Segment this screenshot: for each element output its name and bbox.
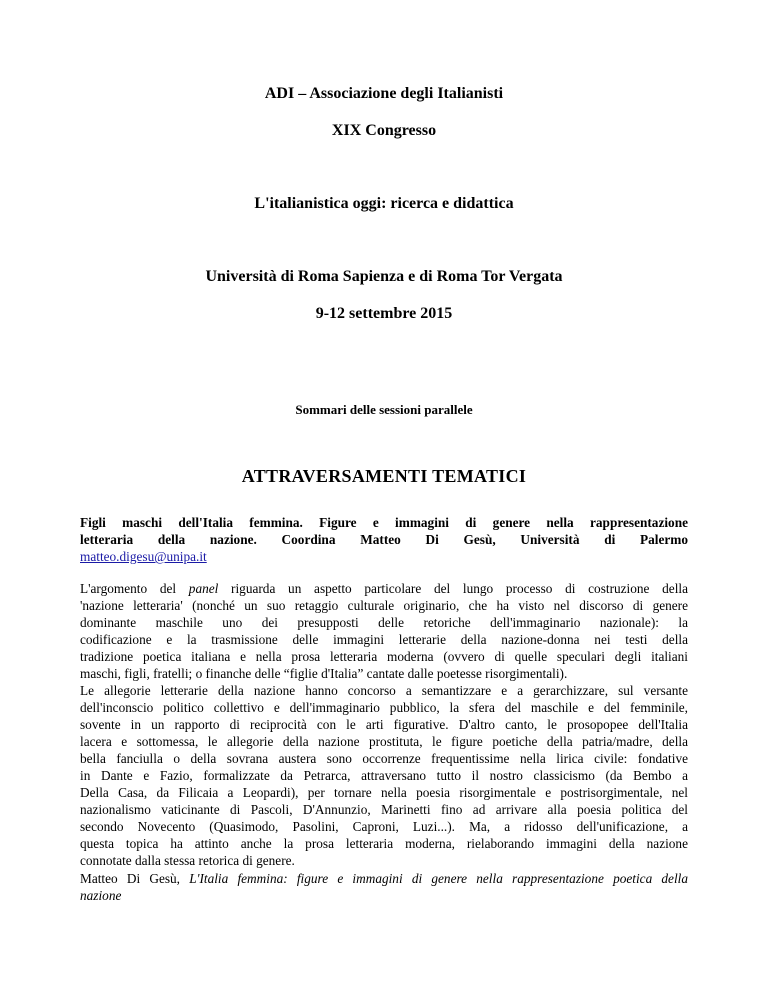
venue: Università di Roma Sapienza e di Roma Tor Vergata <box>205 268 563 285</box>
paper-title: L'Italia femmina: figure e immagini di genere nella rappresentazione poetica della <box>189 871 688 886</box>
text-line: lacera e sottomessa, le allegorie della nazione prostituta, le figure poetiche della patria/madre, della <box>80 734 688 749</box>
email-link[interactable]: matteo.digesu@unipa.it <box>80 549 207 564</box>
congress-title: XIX Congresso <box>331 122 437 139</box>
text-line: secondo Novecento (Quasimodo, Pasolini, Caproni, Luzi...). Ma, a ridosso dell'unificazione, a <box>80 819 688 834</box>
text-line <box>80 580 688 597</box>
text-line: in Dante e Fazio, formalizzate da Petrarca, attraversano tutto il nostro classicismo (da Bembo a <box>80 768 688 783</box>
paragraph-intro <box>80 580 688 682</box>
panel-title-line: letteraria della nazione. Coordina Matteo Di Gesù, Università di Palermo <box>80 532 688 547</box>
text-line: Le allegorie letterarie della nazione hanno concorso a semantizzare e a gerarchizzare, sul versante <box>80 683 688 698</box>
text-line: questa topica ha attinto anche la prosa letteraria moderna, rielaborando immagini della nazione <box>80 836 688 851</box>
paper-entry <box>80 870 688 904</box>
section-heading: ATTRAVERSAMENTI TEMATICI <box>241 466 527 486</box>
text-line: maschi, figli, fratelli; o finanche delle “figlie d'Italia” cantate dalle poetesse risorgimentali). <box>80 666 568 681</box>
text-line: sovente in un rapporto di reciprocità con le arti figurative. D'altro canto, le prosopopee dell'Italia <box>80 717 688 732</box>
text-line <box>80 870 688 887</box>
panel-title-line: Figli maschi dell'Italia femmina. Figure e immagini di genere nella rappresentazione <box>80 515 688 530</box>
text-line <box>80 887 688 904</box>
dates: 9-12 settembre 2015 <box>315 305 453 322</box>
text-line: connotate dalla stessa retorica di genere. <box>80 853 295 868</box>
text-line: nazionalismo vaticinante di Pascoli, D'Annunzio, Marinetti fino ad arrivare alla poesia politica del <box>80 802 688 817</box>
text-line: Della Casa, da Filicaia a Leopardi), per tornare nella poesia risorgimentale e postrisorgimentale, nel <box>80 785 688 800</box>
congress-theme: L'italianistica oggi: ricerca e didattica <box>254 195 514 212</box>
paper-author: Matteo Di Gesù, <box>80 871 190 886</box>
text-line: bella fanciulla o della sovrana austera sono occorrenze frequentissime nella lirica civile: fondative <box>80 751 688 766</box>
association-title: ADI – Associazione degli Italianisti <box>264 85 504 102</box>
text-line: codificazione e la trasmissione delle immagini letterarie della nazione-donna nei testi della <box>80 632 688 647</box>
text-fragment: L'argomento del <box>80 581 189 596</box>
text-line: 'nazione letteraria' (nonché un suo retaggio culturale originario, che ha visto nel discorso di genere <box>80 598 688 613</box>
paper-title: nazione <box>80 888 122 903</box>
text-fragment: riguarda un aspetto particolare del lungo processo di costruzione della <box>218 581 688 596</box>
italic-term: panel <box>188 581 219 596</box>
text-line: dell'inconscio politico collettivo e dell'immaginario pubblico, la sfera del maschile e del femminile, <box>80 700 688 715</box>
text-line: dominante maschile uno dei presupposti delle retoriche dell'immaginario nazionale): la <box>80 615 688 630</box>
subtitle: Sommari delle sessioni parallele <box>295 402 473 417</box>
paragraph-allegories <box>80 682 688 869</box>
text-line: tradizione poetica italiana e nella prosa letteraria moderna (ovvero di quelle speculari degli italiani <box>80 649 688 664</box>
panel-title <box>80 514 688 565</box>
